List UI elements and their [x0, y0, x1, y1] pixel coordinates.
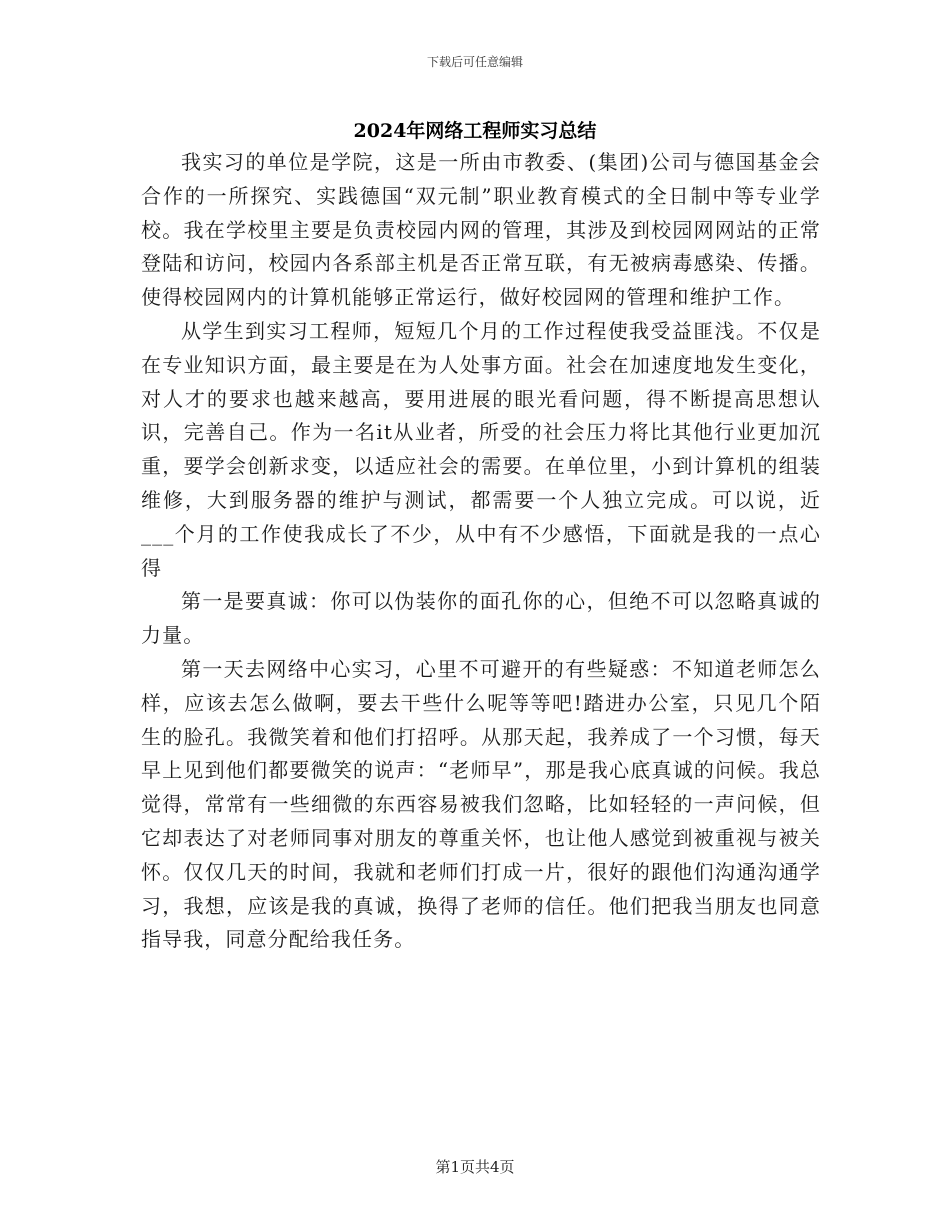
- document-title: 2024年网络工程师实习总结: [353, 120, 597, 142]
- paragraph: 我实习的单位是学院，这是一所由市教委、(集团)公司与德国基金会合作的一所探究、实践德国“双元制”职业教育模式的全日制中等专业学校。我在学校里主要是负责校园内网的管理，其涉及到校园网网站的正常登陆和访问，校园内各系部主机是否正常互联，有无被病毒感染、传播。使得校园网内的计算机能够正常运行，做好校园网的管理和维护工作。: [141, 150, 821, 310]
- document-body: [141, 146, 821, 957]
- paragraph: 第一天去网络中心实习，心里不可避开的有些疑惑：不知道老师怎么样，应该去怎么做啊，要去干些什么呢等等吧!踏进办公室，只见几个陌生的脸孔。我微笑着和他们打招呼。从那天起，我养成了一个习惯，每天早上见到他们都要微笑的说声：“老师早”，那是我心底真诚的问候。我总觉得，常常有一些细微的东西容易被我们忽略，比如轻轻的一声问候，但它却表达了对老师同事对朋友的尊重关怀，也让他人感觉到被重视与被关怀。仅仅几天的时间，我就和老师们打成一片，很好的跟他们沟通沟通学习，我想，应该是我的真诚，换得了老师的信任。他们把我当朋友也同意指导我，同意分配给我任务。: [141, 656, 821, 952]
- paragraph: 第一是要真诚：你可以伪装你的面孔你的心，但绝不可以忽略真诚的力量。: [141, 589, 821, 648]
- page-header: 下载后可任意编辑: [426, 55, 523, 69]
- page-footer: 第1页共4页: [435, 1158, 515, 1176]
- paragraph: 从学生到实习工程师，短短几个月的工作过程使我受益匪浅。不仅是在专业知识方面，最主要是在为人处事方面。社会在加速度地发生变化，对人才的要求也越来越高，要用进展的眼光看问题，得不断提高思想认识，完善自己。作为一名it从业者，所受的社会压力将比其他行业更加沉重，要学会创新求变，以适应社会的需要。在单位里，小到计算机的组装维修，大到服务器的维护与测试，都需要一个人独立完成。可以说，近___个月的工作使我成长了不少，从中有不少感悟，下面就是我的一点心得: [141, 318, 821, 580]
